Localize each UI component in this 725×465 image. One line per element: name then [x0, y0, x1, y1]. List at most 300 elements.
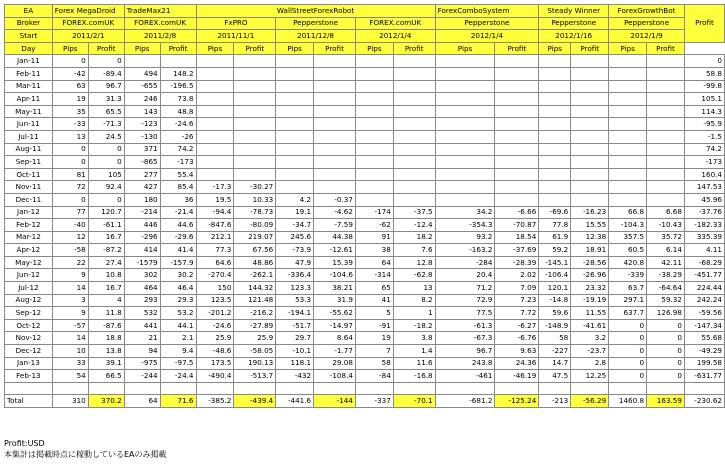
- pips-cell: 123.3: [276, 282, 314, 295]
- profit-cell: 12.38: [571, 231, 609, 244]
- pips-cell: 150: [196, 282, 234, 295]
- profit-cell: 11.6: [393, 357, 435, 370]
- pips-cell: 34.2: [435, 206, 495, 219]
- pips-cell: 0: [609, 345, 647, 358]
- total-profit-cell: 335.39: [684, 231, 724, 244]
- pips-cell: -42: [52, 67, 88, 80]
- pips-cell: 446: [124, 219, 160, 232]
- profit-cell: [647, 55, 685, 68]
- table-row: [5, 143, 725, 156]
- profit-cell: 8.2: [393, 294, 435, 307]
- broker-label: Broker: [5, 17, 53, 30]
- profit-cell: -173: [160, 156, 196, 169]
- profit-cell: 27.4: [88, 256, 124, 269]
- pips-cell: 4.2: [276, 193, 314, 206]
- profit-cell: 7.09: [495, 282, 539, 295]
- pips-cell: 293: [124, 294, 160, 307]
- pips-cell: 441: [124, 319, 160, 332]
- profit-cell: -29.6: [160, 231, 196, 244]
- profit-cell: -108.4: [314, 370, 356, 383]
- pips-cell: 173.5: [196, 357, 234, 370]
- pips-cell: 302: [124, 269, 160, 282]
- pips-cell: -73.9: [276, 244, 314, 257]
- pips-cell: 91: [355, 231, 393, 244]
- profit-col-header: Profit: [647, 42, 685, 55]
- start-date: 2011/2/1: [52, 30, 124, 43]
- pips-cell: -174: [355, 206, 393, 219]
- profit-cell: 0: [647, 332, 685, 345]
- pips-cell: 143: [124, 105, 160, 118]
- month-cell: Oct-11: [5, 168, 53, 181]
- pips-cell: 77.8: [539, 219, 571, 232]
- profit-cell: -78.73: [234, 206, 276, 219]
- profit-cell: 2.1: [160, 332, 196, 345]
- pips-cell: [196, 156, 234, 169]
- start-date: 2012/1/4: [355, 30, 435, 43]
- profit-cell: 11.55: [571, 307, 609, 320]
- profit-cell: [160, 55, 196, 68]
- profit-cell: 11.8: [88, 307, 124, 320]
- table-row: [5, 80, 725, 93]
- profit-cell: [393, 181, 435, 194]
- total-profit-cell: -125.24: [495, 395, 539, 408]
- pips-cell: 77.3: [196, 244, 234, 257]
- profit-cell: [495, 181, 539, 194]
- pips-cell: [355, 105, 393, 118]
- start-date: 2011/11/1: [196, 30, 276, 43]
- pips-cell: [276, 105, 314, 118]
- pips-cell: -145.1: [539, 256, 571, 269]
- profit-cell: [393, 143, 435, 156]
- total-pips-cell: -681.2: [435, 395, 495, 408]
- total-profit-cell: 4.11: [684, 244, 724, 257]
- pips-cell: -51.7: [276, 319, 314, 332]
- start-header-row: [5, 30, 725, 43]
- profit-cell: 7.6: [393, 244, 435, 257]
- pips-cell: 0: [609, 319, 647, 332]
- profit-cell: 18.2: [393, 231, 435, 244]
- total-profit-cell: -451.77: [684, 269, 724, 282]
- broker-name: Pepperstone: [276, 17, 356, 30]
- pips-cell: [609, 67, 647, 80]
- profit-cell: -26.96: [571, 269, 609, 282]
- profit-cell: -21.4: [160, 206, 196, 219]
- pips-cell: 19.1: [276, 206, 314, 219]
- month-cell: Apr-12: [5, 244, 53, 257]
- month-cell: Jan-13: [5, 357, 53, 370]
- profit-cell: -61.1: [88, 219, 124, 232]
- profit-cell: 15.55: [571, 219, 609, 232]
- profit-cell: 15.39: [314, 256, 356, 269]
- ea-label: EA: [5, 5, 53, 18]
- total-profit-cell: 242.24: [684, 294, 724, 307]
- ea-name: Steady Winner: [539, 5, 609, 18]
- pips-cell: 14: [52, 282, 88, 295]
- pips-cell: 93.2: [435, 231, 495, 244]
- profit-cell: -14.97: [314, 319, 356, 332]
- pips-cell: -148.9: [539, 319, 571, 332]
- profit-cell: 12.25: [571, 370, 609, 383]
- pips-col-header: Pips: [435, 42, 495, 55]
- pips-cell: 19: [355, 332, 393, 345]
- broker-name: FOREX.comUK: [52, 17, 124, 30]
- pips-cell: 25.9: [196, 332, 234, 345]
- profit-cell: [234, 156, 276, 169]
- pips-cell: 59.6: [539, 307, 571, 320]
- pips-cell: [435, 67, 495, 80]
- broker-name: Pepperstone: [435, 17, 539, 30]
- total-pips-cell: -213: [539, 395, 571, 408]
- pips-cell: -336.4: [276, 269, 314, 282]
- month-cell: Feb-11: [5, 67, 53, 80]
- pips-cell: [276, 168, 314, 181]
- profit-cell: [495, 80, 539, 93]
- month-cell: Jul-11: [5, 130, 53, 143]
- total-profit-cell: 45.96: [684, 193, 724, 206]
- table-row: [5, 256, 725, 269]
- profit-cell: 7.23: [495, 294, 539, 307]
- profit-cell: [495, 55, 539, 68]
- profit-cell: 9.63: [495, 345, 539, 358]
- month-cell: Feb-12: [5, 219, 53, 232]
- profit-cell: [234, 67, 276, 80]
- pips-cell: 246: [124, 93, 160, 106]
- pips-cell: 96.7: [435, 345, 495, 358]
- pips-cell: -270.4: [196, 269, 234, 282]
- profit-cell: [495, 143, 539, 156]
- profit-cell: 0: [647, 345, 685, 358]
- pips-cell: -296: [124, 231, 160, 244]
- profit-cell: [495, 67, 539, 80]
- profit-cell: [314, 181, 356, 194]
- profit-col-header: Profit: [571, 42, 609, 55]
- month-cell: Jul-12: [5, 282, 53, 295]
- broker-name: FOREX.comUK: [355, 17, 435, 30]
- pips-cell: [196, 143, 234, 156]
- profit-cell: [393, 93, 435, 106]
- profit-cell: 18.54: [495, 231, 539, 244]
- profit-cell: [234, 143, 276, 156]
- profit-cell: -262.1: [234, 269, 276, 282]
- pips-cell: 72.9: [435, 294, 495, 307]
- pips-cell: 123.5: [196, 294, 234, 307]
- profit-cell: 92.4: [88, 181, 124, 194]
- pips-cell: [355, 118, 393, 131]
- pips-col-header: Pips: [124, 42, 160, 55]
- pips-cell: -10.1: [276, 345, 314, 358]
- pips-cell: -214: [124, 206, 160, 219]
- pips-cell: 3: [52, 294, 88, 307]
- profit-cell: 144.32: [234, 282, 276, 295]
- pips-cell: 9: [52, 269, 88, 282]
- month-cell: Aug-11: [5, 143, 53, 156]
- pips-cell: 61.9: [539, 231, 571, 244]
- pips-cell: -194.1: [276, 307, 314, 320]
- profit-cell: -157.9: [160, 256, 196, 269]
- profit-cell: [495, 156, 539, 169]
- pips-cell: -17.3: [196, 181, 234, 194]
- start-date: 2011/12/8: [276, 30, 356, 43]
- profit-cell: [314, 55, 356, 68]
- pips-cell: [276, 93, 314, 106]
- pips-cell: 72: [52, 181, 88, 194]
- pips-cell: -432: [276, 370, 314, 383]
- profit-cell: -87.2: [88, 244, 124, 257]
- profit-cell: [495, 130, 539, 143]
- pips-cell: -284: [435, 256, 495, 269]
- start-date: 2012/1/9: [609, 30, 685, 43]
- profit-cell: [571, 93, 609, 106]
- pips-cell: [539, 55, 571, 68]
- profit-cell: 23.32: [571, 282, 609, 295]
- profit-cell: [647, 67, 685, 80]
- pips-cell: [609, 181, 647, 194]
- pips-cell: 9: [52, 307, 88, 320]
- profit-cell: [571, 193, 609, 206]
- pips-cell: 29.7: [276, 332, 314, 345]
- ea-name: ForexComboSystem: [435, 5, 539, 18]
- total-label: Total: [5, 395, 53, 408]
- total-profit-cell: 55.68: [684, 332, 724, 345]
- broker-name: FxPRO: [196, 17, 276, 30]
- pips-cell: 64.6: [196, 256, 234, 269]
- pips-cell: -490.4: [196, 370, 234, 383]
- pips-cell: -14.8: [539, 294, 571, 307]
- month-cell: Jun-11: [5, 118, 53, 131]
- pips-cell: [539, 80, 571, 93]
- profit-cell: [393, 105, 435, 118]
- profit-cell: [571, 67, 609, 80]
- pips-cell: [539, 156, 571, 169]
- pips-cell: 60.5: [609, 244, 647, 257]
- profit-cell: [647, 105, 685, 118]
- profit-cell: [495, 105, 539, 118]
- profit-cell: 38.21: [314, 282, 356, 295]
- total-profit-cell: 163.59: [647, 395, 685, 408]
- pips-cell: [539, 143, 571, 156]
- pips-cell: [539, 168, 571, 181]
- profit-cell: 0: [88, 143, 124, 156]
- profit-cell: -7.59: [314, 219, 356, 232]
- ea-name: Forex MegaDroid: [52, 5, 124, 18]
- total-pips-cell: -441.6: [276, 395, 314, 408]
- profit-cell: [314, 118, 356, 131]
- pips-cell: [196, 93, 234, 106]
- pips-cell: [355, 80, 393, 93]
- total-profit-cell: 147.53: [684, 181, 724, 194]
- pips-cell: 41: [355, 294, 393, 307]
- profit-col-header: Profit: [88, 42, 124, 55]
- profit-cell: -513.7: [234, 370, 276, 383]
- pips-cell: [196, 67, 234, 80]
- profit-cell: 0: [647, 319, 685, 332]
- pips-cell: [355, 130, 393, 143]
- profit-cell: 10.33: [234, 193, 276, 206]
- pips-cell: -106.4: [539, 269, 571, 282]
- pips-cell: [609, 143, 647, 156]
- total-profit-cell: -631.77: [684, 370, 724, 383]
- pips-cell: [355, 143, 393, 156]
- pips-cell: -40: [52, 219, 88, 232]
- profit-cell: [393, 118, 435, 131]
- profit-cell: 148.2: [160, 67, 196, 80]
- profit-cell: 29.3: [160, 294, 196, 307]
- profit-cell: 8.64: [314, 332, 356, 345]
- pips-cell: [539, 193, 571, 206]
- table-row: [5, 370, 725, 383]
- profit-cell: -0.37: [314, 193, 356, 206]
- total-profit-cell: -95.9: [684, 118, 724, 131]
- monthly-rows: [5, 55, 725, 382]
- ea-name: ForexGrowthBot: [609, 5, 685, 18]
- pips-cell: -67.3: [435, 332, 495, 345]
- profit-cell: -71.3: [88, 118, 124, 131]
- pips-cell: 637.7: [609, 307, 647, 320]
- start-date: 2011/2/8: [124, 30, 196, 43]
- pips-cell: -84: [355, 370, 393, 383]
- total-profit-cell: -37.76: [684, 206, 724, 219]
- profit-cell: 44.38: [314, 231, 356, 244]
- currency-note: Profit:USD: [4, 439, 45, 448]
- total-profit-cell: -59.56: [684, 307, 724, 320]
- pips-cell: [196, 130, 234, 143]
- profit-cell: 42.11: [647, 256, 685, 269]
- profit-cell: 219.07: [234, 231, 276, 244]
- table-row: [5, 156, 725, 169]
- table-row: [5, 307, 725, 320]
- month-cell: May-12: [5, 256, 53, 269]
- pips-cell: [539, 118, 571, 131]
- profit-cell: -64.64: [647, 282, 685, 295]
- profit-cell: -46.19: [495, 370, 539, 383]
- profit-cell: 96.7: [88, 80, 124, 93]
- month-cell: Nov-12: [5, 332, 53, 345]
- pips-cell: -201.2: [196, 307, 234, 320]
- month-cell: Mar-12: [5, 231, 53, 244]
- pips-cell: [276, 80, 314, 93]
- profit-cell: 105: [88, 168, 124, 181]
- profit-cell: -58.05: [234, 345, 276, 358]
- total-profit-cell: -99.8: [684, 80, 724, 93]
- pips-cell: 120.1: [539, 282, 571, 295]
- profit-cell: [647, 181, 685, 194]
- total-profit-cell: -182.33: [684, 219, 724, 232]
- pips-cell: [435, 193, 495, 206]
- table-row: [5, 357, 725, 370]
- pips-cell: [609, 80, 647, 93]
- profit-cell: [647, 118, 685, 131]
- broker-name: Pepperstone: [539, 17, 609, 30]
- profit-cell: [571, 55, 609, 68]
- total-profit-cell: 114.3: [684, 105, 724, 118]
- profit-cell: [234, 105, 276, 118]
- pips-cell: -461: [435, 370, 495, 383]
- total-profit-cell: -68.29: [684, 256, 724, 269]
- pips-cell: 0: [609, 332, 647, 345]
- pips-cell: 0: [52, 55, 88, 68]
- pips-cell: 64: [355, 256, 393, 269]
- pips-cell: 0: [52, 193, 88, 206]
- profit-cell: 31.9: [314, 294, 356, 307]
- profit-cell: [571, 130, 609, 143]
- total-profit-cell: -173: [684, 156, 724, 169]
- pips-cell: -123: [124, 118, 160, 131]
- pips-cell: 53.3: [276, 294, 314, 307]
- pips-cell: -24.6: [196, 319, 234, 332]
- pips-cell: [609, 193, 647, 206]
- profit-col-header: Profit: [393, 42, 435, 55]
- pips-cell: [196, 105, 234, 118]
- pips-cell: [276, 143, 314, 156]
- pips-cell: 371: [124, 143, 160, 156]
- profit-cell: -55.62: [314, 307, 356, 320]
- month-cell: Dec-11: [5, 193, 53, 206]
- pips-cell: [435, 118, 495, 131]
- profit-cell: [314, 143, 356, 156]
- table-row: [5, 345, 725, 358]
- pips-cell: 5: [355, 307, 393, 320]
- profit-cell: [495, 193, 539, 206]
- profit-cell: 0: [88, 55, 124, 68]
- pips-cell: -339: [609, 269, 647, 282]
- pips-col-header: Pips: [276, 42, 314, 55]
- pips-cell: 14: [52, 332, 88, 345]
- profit-cell: 66.5: [88, 370, 124, 383]
- pips-col-header: Pips: [539, 42, 571, 55]
- profit-cell: 31.3: [88, 93, 124, 106]
- pips-cell: [276, 55, 314, 68]
- pips-cell: [435, 55, 495, 68]
- profit-cell: 126.98: [647, 307, 685, 320]
- profit-cell: 13.8: [88, 345, 124, 358]
- profit-cell: 74.2: [160, 143, 196, 156]
- broker-name: Pepperstone: [609, 17, 685, 30]
- pips-cell: -104.3: [609, 219, 647, 232]
- pips-cell: [435, 105, 495, 118]
- profit-cell: 29.08: [314, 357, 356, 370]
- profit-cell: -38.29: [647, 269, 685, 282]
- profit-cell: -62.8: [393, 269, 435, 282]
- pips-cell: [124, 55, 160, 68]
- profit-cell: -27.89: [234, 319, 276, 332]
- pips-cell: [435, 80, 495, 93]
- pips-cell: 243.8: [435, 357, 495, 370]
- pips-cell: -655: [124, 80, 160, 93]
- pips-cell: 277: [124, 168, 160, 181]
- profit-cell: -196.5: [160, 80, 196, 93]
- total-profit-cell: 58.8: [684, 67, 724, 80]
- profit-cell: -10.43: [647, 219, 685, 232]
- table-row: [5, 206, 725, 219]
- profit-cell: [393, 156, 435, 169]
- pips-cell: [276, 118, 314, 131]
- profit-cell: 6.14: [647, 244, 685, 257]
- pips-cell: -163.2: [435, 244, 495, 257]
- profit-cell: 25.9: [234, 332, 276, 345]
- month-cell: Jan-12: [5, 206, 53, 219]
- total-pips-cell: 64: [124, 395, 160, 408]
- pips-cell: 21: [124, 332, 160, 345]
- pips-cell: 94: [124, 345, 160, 358]
- profit-cell: -6.27: [495, 319, 539, 332]
- profit-cell: [393, 193, 435, 206]
- pips-cell: [276, 130, 314, 143]
- profit-cell: -4.62: [314, 206, 356, 219]
- pips-cell: 71.2: [435, 282, 495, 295]
- start-date: 2012/1/4: [435, 30, 539, 43]
- total-row: [5, 395, 725, 408]
- total-pips-cell: -337: [355, 395, 393, 408]
